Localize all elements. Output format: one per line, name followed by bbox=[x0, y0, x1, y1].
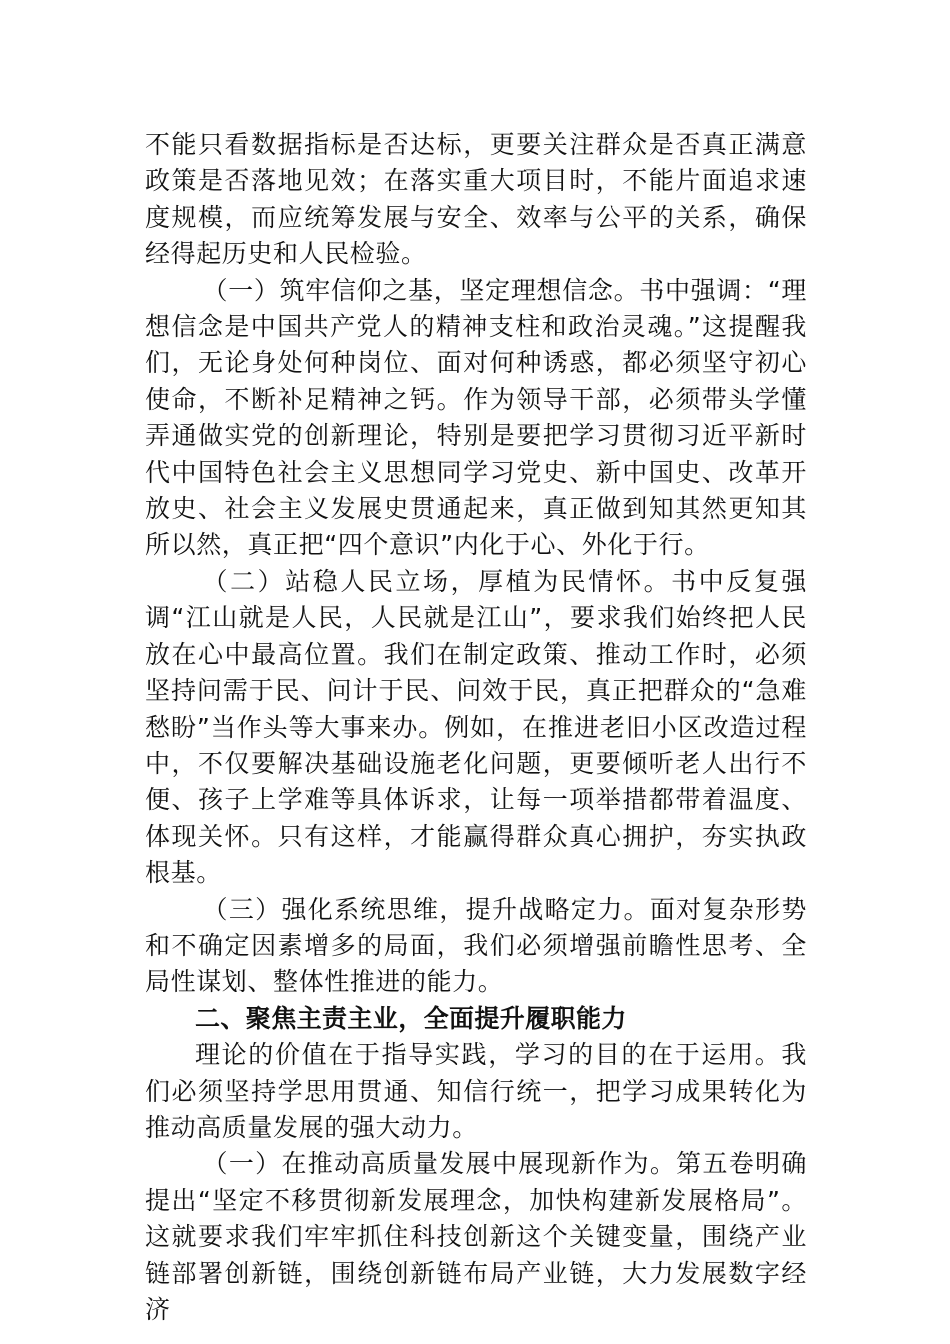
paragraph-systems-thinking: （三）强化系统思维，提升战略定力。面对复杂形势和不确定因素增多的局面，我们必须增强前瞻性思考、全局性谋划、整体性推进的能力。 bbox=[145, 894, 807, 997]
paragraph-ideals: （一）筑牢信仰之基，坚定理想信念。书中强调：“理想信念是中国共产党人的精神支柱和政治灵魂。”这提醒我们，无论身处何种岗位、面对何种诱惑，都必须坚守初心使命，不断补足精神之钙。作为领导干部，必须带头学懂弄通做实党的创新理论，特别是要把学习贯彻习近平新时代中国特色社会主义思想同学习党史、新中国史、改革开放史、社会主义发展史贯通起来，真正做到知其然更知其所以然，真正把“四个意识”内化于心、外化于行。 bbox=[145, 275, 807, 560]
paragraph-theory-practice: 理论的价值在于指导实践，学习的目的在于运用。我们必须坚持学思用贯通、知信行统一，把学习成果转化为推动高质量发展的强大动力。 bbox=[145, 1040, 807, 1142]
section-heading: 二、聚焦主责主业，全面提升履职能力 bbox=[195, 1003, 627, 1033]
document-body bbox=[145, 127, 807, 1328]
paragraph-people: （二）站稳人民立场，厚植为民情怀。书中反复强调“江山就是人民，人民就是江山”，要求我们始终把人民放在心中最高位置。我们在制定政策、推动工作时，必须坚持问需于民、问计于民、问效于民，真正把群众的“急难愁盼”当作头等大事来办。例如，在推进老旧小区改造过程中，不仅要解决基础设施老化问题，更要倾听老人出行不便、孩子上学难等具体诉求，让每一项举措都带着温度、体现关怀。只有这样，才能赢得群众真心拥护，夯实执政根基。 bbox=[145, 566, 807, 888]
paragraph-continuation: 不能只看数据指标是否达标，更要关注群众是否真正满意政策是否落地见效；在落实重大项目时，不能片面追求速度规模，而应统筹发展与安全、效率与公平的关系，确保经得起历史和人民检验。 bbox=[145, 130, 807, 269]
paragraph-high-quality-development: （一）在推动高质量发展中展现新作为。第五卷明确提出“坚定不移贯彻新发展理念，加快构建新发展格局”。这就要求我们牢牢抓住科技创新这个关键变量，围绕产业链部署创新链，围绕创新链布局产业链，大力发展数字经济 bbox=[145, 1149, 807, 1324]
